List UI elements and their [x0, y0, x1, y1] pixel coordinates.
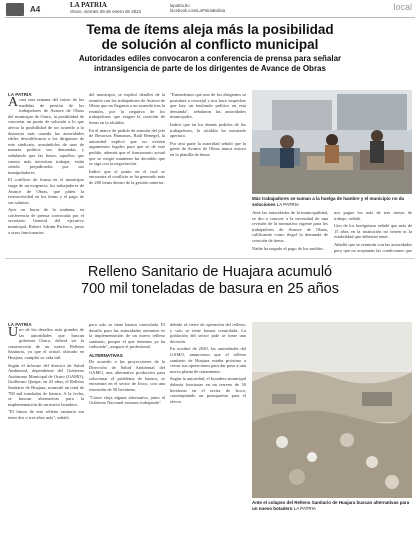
article2-photo-caption — [252, 500, 412, 511]
article1-col3-p2: Indicó que en los demás pedidos de los trabajadores, la alcaldía ha mostrado apertura. — [170, 121, 246, 139]
article2-title-line2: 700 mil toneladas de basura en 25 años — [81, 281, 339, 297]
article1-col4b-p2: Uno de los huelguistas señaló que más de 15 años en la institución no tienen ni la estabilidad que deberían tener. — [334, 223, 412, 240]
article1-photo-caption — [252, 196, 412, 207]
article2-col2-p2: De acuerdo a las proyecciones de la Dirección de Salud Ambiental del GAMO, una alternativa productiva para solucionar el problema de basura, se encuentra en el sector de Iroco, con una extensión de 50 hectáreas. — [89, 358, 165, 392]
page-icon — [6, 3, 24, 16]
article1-col4b — [334, 210, 412, 254]
header-divider — [5, 17, 415, 18]
publication-name: LA PATRIA — [70, 1, 107, 9]
article1-title-line1: Tema de ítems aleja más la posibilidad — [86, 22, 334, 37]
header-left — [6, 3, 40, 16]
article1-photo — [252, 90, 412, 194]
article2-subhead: ALTERNATIVAS — [89, 352, 123, 358]
article2-col3-p3: Según la autoridad, el botadero municipal debería funcionar en un terreno de 50 hectáreas en el sector de Iroco, contemplando un presupuesto para el efecto. — [170, 376, 246, 404]
article1-col4a-p2: Nadie ha negado el pago de los sueldos. — [252, 245, 324, 251]
article2-tag: LA PATRIA — [8, 322, 32, 327]
article2-title-line1: Relleno Sanitario de Huajara acumuló — [87, 264, 333, 280]
article1-caption-credit: LA PATRIA — [276, 201, 299, 207]
article1-col4b-p1: nos pague los más de tres meses de trabajo, señaló. — [334, 210, 412, 221]
article2-dropcap: U — [8, 325, 19, 340]
article1-subtitle-line1: Autoridades ediles convocaron a conferencia de prensa para señalar — [78, 54, 342, 63]
page-number: A4 — [30, 5, 41, 14]
article1-col2 — [89, 92, 165, 254]
article2-col2 — [89, 322, 165, 527]
article1-col4a — [252, 210, 328, 254]
article2-col3-p2: En octubre de 2020, las autoridades del GAMO, anunciaron que el relleno sanitario de Huajara estaba próximo a cerrar sus operaciones para dar paso a una nueva planta de tratamiento. — [170, 346, 246, 374]
article1-col1 — [8, 92, 84, 254]
article1-subtitle — [5, 54, 415, 73]
article2-col1 — [8, 322, 84, 527]
article1-title — [5, 22, 415, 52]
article2-col3-p1: debido al cierre de operación del relleno, y solo se tiene basura controlada. La población del sector pide se tome una decisión. — [170, 322, 246, 344]
article2-col1-p2: Según el informe del director de Salud Ambiental, dependiente del Gobierno Autónomo Municipal de Oruro (GAMO), Guillermo Quispe, en 25 años, el Relleno Sanitario de Huajara, acumuló un total de 700 mil toneladas de basura. A la fecha, se buscan alternativas para la implementación de un nuevo botadero. — [8, 362, 84, 407]
article2-col1-p1: no de los desafíos más grandes de las autoridades que buscan gobernar Oruro, deberá ser la construcción de un nuevo Relleno Sanitario, ya que el actual, ubicado en Huajara, cumplió su vida útil. — [8, 327, 84, 360]
article1-col2-p3: Indicó que al punto en el cual se encuentra el conflicto se ha generado más de 200 ítems dentro de la gestión anterior. — [89, 168, 165, 185]
article2-col3 — [170, 322, 246, 527]
issue-date: Oruro, viernes 29 de enero de 2021 — [70, 9, 142, 14]
article1-tag: LA PATRIA — [8, 92, 32, 97]
website-link[interactable]: lapatria.bo — [170, 3, 190, 8]
article1-col1-p3: Ayer en horas de la mañana, en conferencia de prensa convocada por el secretario General del ejecutivo municipal, Robert Adrián Pacheco, junto a otros funcionarios — [8, 207, 84, 235]
article1-subtitle-line2: intransigencia de parte de los dirigentes de Avance de Obras — [94, 63, 326, 73]
article2-caption-text: Ante el colapso del Relleno Sanitario de Huajara buscan alternativas para un nuevo botadero — [252, 500, 410, 511]
article2-col1-p3: "El futuro de este relleno sanitario era tener dos o tres años más", señaló. — [8, 409, 84, 420]
article-divider — [5, 258, 415, 259]
section-label: local — [393, 2, 412, 12]
article2-photo — [252, 322, 412, 498]
article2-col2-p1: pero solo se tiene basura controlada. El desafío para las autoridades entrantes es la implementación de un nuevo relleno sanitario, porque el que tenemos ya ha caducado", aseguró el profesional. — [89, 322, 165, 350]
article1-caption-text: Más trabajadores se suman a la huelga de hambre y el municipio no da soluciones — [252, 196, 405, 207]
article2-col2-p3: "Como vieja alguna alternativa, junto al Gobierno Nacional estamos trabajando". — [89, 394, 165, 406]
article1-col1-p2: El conflicto de forma en el municipio surge de un exigencia, los trabajadores de Avance de Obras, que piden la retroactividad en los ítems y el pago de sus salarios. — [8, 177, 84, 205]
article2-title — [5, 264, 415, 298]
article1-title-line2: de solución al conflicto municipal — [101, 37, 319, 52]
article1-col1-p1: casi una semana del inicio de las medidas de presión de los trabajadores de Avance de Obras del municipio de Oruro, la posibilidad de concretar un punto de solución a lo que afecta la posibilidad de un acuerdo a la distancia más cuando las autoridades ediles descalificaron a los dirigentes de este sindicato, acusándolos de usar de manera política sus demandas y señalando que las bases, aquellos que cuenta más necesitan trabajar, están siendo perjudicados por sus manipuladores. — [8, 97, 84, 175]
article1-col4a-p1: Ante las autoridades de la municipalidad, se dio a conocer a la necesidad de una revisión de la normativa vigente para los trabajadores de Avance de Obras, calificando como ilegal la demanda de creación de ítems. — [252, 210, 328, 243]
article1-col3-p1: "Entendemos que uno de los dirigentes se postulará a concejal y nos hace sospechar que hay un trasfondo político en esta demanda", señalaron las autoridades municipales. — [170, 92, 246, 120]
article1-col3-p3: Por otra parte la autoridad señaló que la gente de Avance de Obras nunca estuvo en la planilla de ítems. — [170, 140, 246, 157]
header-web — [170, 3, 225, 13]
article1-col4b-p3: Añadió que se reunirán con las autoridades pero que no aceptarán las condiciones que — [334, 241, 412, 253]
social-link[interactable]: facebook.com/LaPatriaBolivia — [170, 8, 226, 13]
article1-dropcap: A — [8, 95, 19, 110]
article1-col2-p2: En el marco de pedido de reunión del jefe de Recursos Humanos, Raúl Benegel, la autoridad explicó que no existen argumentos legales para que se dé este pedido, además que el funcionario actual que se exigió mantener ha decidido que se siga con la negociación. — [89, 127, 165, 167]
article1-col3 — [170, 92, 246, 254]
article2-caption-credit: LA PATRIA — [293, 505, 316, 511]
article1-col2-p1: del municipio, se explicó detalles de la reunión con los trabajadores de Avance de Obras que no llegaron a un acuerdo tras la reunión, por la negativa de los trabajadores que exigen la creación de ítems en la alcaldía. — [89, 92, 165, 125]
